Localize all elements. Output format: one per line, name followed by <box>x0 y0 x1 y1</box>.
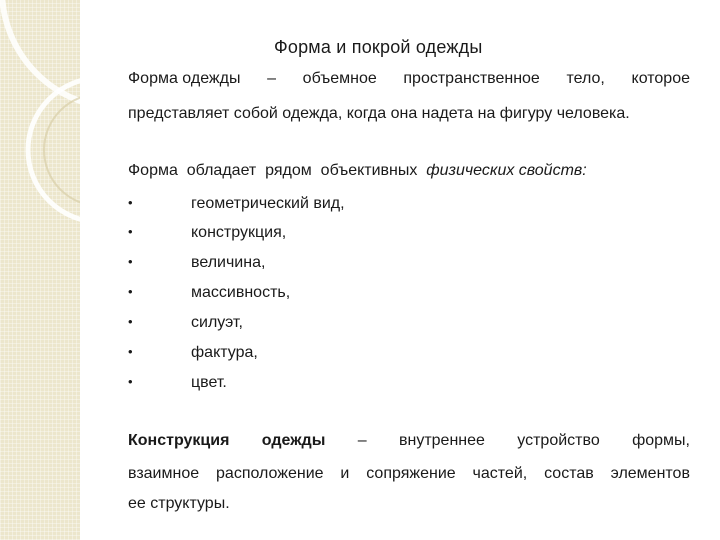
word: расположение <box>216 465 324 482</box>
word: рядом <box>265 162 312 179</box>
term-clothing: одежды <box>261 432 326 449</box>
word: сопряжение <box>366 465 456 482</box>
word: тело, <box>566 70 605 87</box>
word: объемное <box>302 70 377 87</box>
list-item-text: массивность, <box>191 284 291 301</box>
list-item-text: силуэт, <box>191 314 243 331</box>
bullet-icon: • <box>128 195 133 210</box>
bullet-icon: • <box>128 374 133 389</box>
definition-construction-line2 <box>128 465 690 483</box>
word: Форма <box>128 162 178 179</box>
list-item-text: величина, <box>191 254 266 271</box>
definition-form-line1 <box>128 70 690 88</box>
word: объективных <box>320 162 418 179</box>
word: взаимное <box>128 465 200 482</box>
bullet-icon: • <box>128 344 133 359</box>
word: формы, <box>632 432 690 449</box>
word: обладает <box>186 162 257 179</box>
term-form: Форма одежды <box>128 70 241 87</box>
definition-construction-line1 <box>128 432 690 450</box>
list-item-text: конструкция, <box>191 224 287 241</box>
definition-construction-line3: ее структуры. <box>128 495 230 512</box>
word: внутреннее <box>398 432 485 449</box>
list-item-text: фактура, <box>191 344 258 361</box>
list-item-text: геометрический вид, <box>191 195 345 212</box>
bullet-icon: • <box>128 224 133 239</box>
word: устройство <box>517 432 600 449</box>
word: – <box>357 432 367 449</box>
slide-title: Форма и покрой одежды <box>274 37 483 57</box>
properties-intro <box>128 162 587 180</box>
term-construction: Конструкция <box>128 432 230 449</box>
bullet-icon: • <box>128 254 133 269</box>
list-item-text: цвет. <box>191 374 227 391</box>
bullet-icon: • <box>128 314 133 329</box>
word: элементов <box>610 465 690 482</box>
word: которое <box>631 70 690 87</box>
word: состав <box>544 465 594 482</box>
bullet-icon: • <box>128 284 133 299</box>
word: – <box>267 70 277 87</box>
word: пространственное <box>403 70 540 87</box>
emphasis-physical-properties: физических свойств: <box>426 162 587 179</box>
word: частей, <box>472 465 528 482</box>
definition-form-line2: представляет собой одежда, когда она надета на фигуру человека. <box>128 105 630 122</box>
word: и <box>340 465 350 482</box>
